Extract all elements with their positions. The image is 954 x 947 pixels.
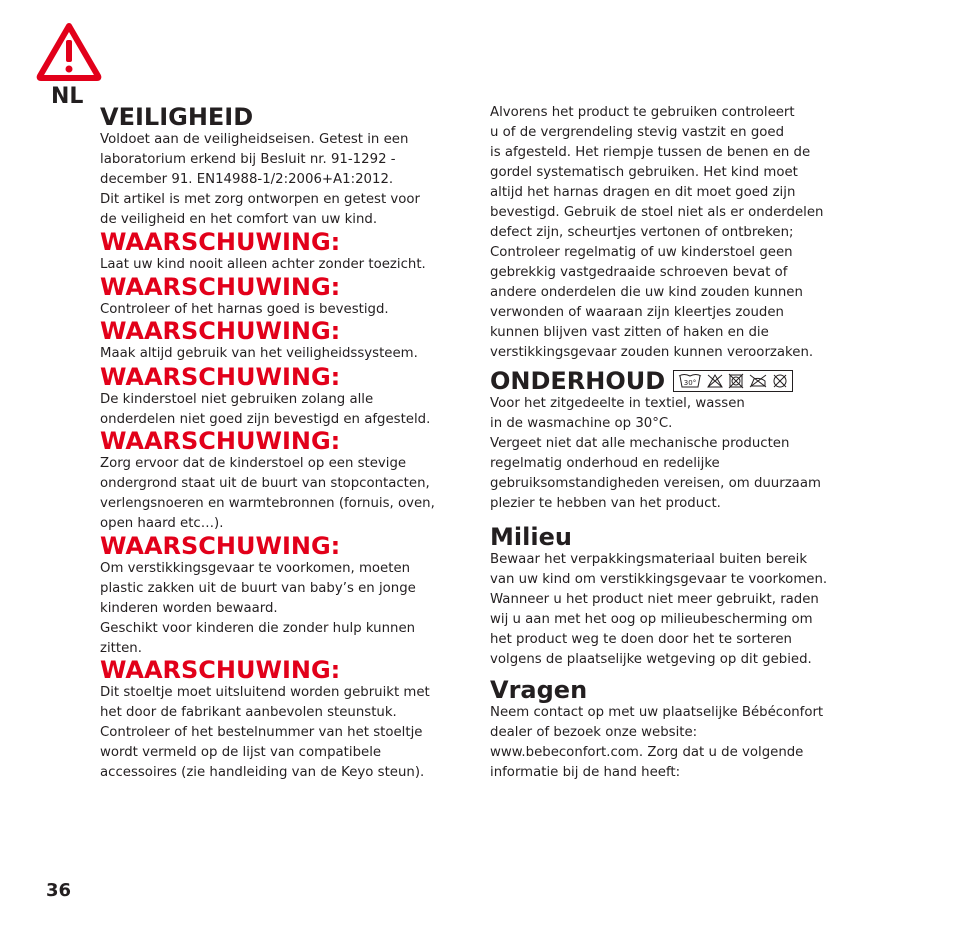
section-onderhoud bbox=[490, 368, 850, 514]
text-warning: Zorg ervoor dat de kinderstoel op een stevige ondergrond staat uit de buurt van stopcontacten, verlengsnoeren en warmtebronnen (fornuis, oven, open haard etc…). bbox=[100, 456, 435, 531]
section-warning-5 bbox=[100, 428, 460, 534]
heading-warning: WAARSCHUWING: bbox=[100, 273, 341, 301]
wash-30-icon bbox=[678, 373, 702, 389]
heading-veiligheid: VEILIGHEID bbox=[100, 103, 254, 131]
no-tumble-dry-icon bbox=[728, 373, 744, 389]
text-warning: Maak altijd gebruik van het veiligheidssysteem. bbox=[100, 346, 418, 361]
heading-warning: WAARSCHUWING: bbox=[100, 317, 341, 345]
heading-vragen: Vragen bbox=[490, 676, 588, 704]
heading-warning: WAARSCHUWING: bbox=[100, 363, 341, 391]
heading-warning: WAARSCHUWING: bbox=[100, 228, 341, 256]
section-warning-3 bbox=[100, 318, 460, 364]
section-warning-4 bbox=[100, 364, 460, 430]
heading-warning: WAARSCHUWING: bbox=[100, 656, 341, 684]
text-veiligheid: Voldoet aan de veiligheidseisen. Getest in een laboratorium erkend bij Besluit nr. 91-1292 - december 91. EN14988-1/2:2006+A1:2012. Dit artikel is met zorg ontworpen en getest voor de veiligheid en het comfort van uw kind. bbox=[100, 132, 421, 227]
care-symbols bbox=[673, 370, 793, 392]
section-milieu bbox=[490, 524, 850, 670]
heading-warning: WAARSCHUWING: bbox=[100, 427, 341, 455]
section-warning-7 bbox=[100, 657, 460, 783]
text-onderhoud: Voor het zitgedeelte in textiel, wassen in de wasmachine op 30°C. Vergeet niet dat alle mechanische producten regelmatig onderhoud en redelijke gebruiksomstandigheden vereisen, om duurzaam plezier te hebben van het product. bbox=[490, 396, 821, 511]
onderhoud-heading-row bbox=[490, 368, 850, 394]
section-vragen bbox=[490, 677, 850, 783]
text-warning: De kinderstoel niet gebruiken zolang alle onderdelen niet goed zijn bevestigd en afgesteld. bbox=[100, 392, 431, 427]
wash-temp: 30° bbox=[683, 379, 697, 387]
heading-onderhoud: ONDERHOUD bbox=[490, 367, 666, 395]
section-warning-1 bbox=[100, 229, 460, 275]
language-badge: NL bbox=[51, 84, 84, 109]
warning-triangle-icon bbox=[36, 22, 102, 82]
section-intro bbox=[490, 103, 850, 363]
no-dry-clean-icon bbox=[772, 373, 788, 389]
no-bleach-icon bbox=[706, 373, 724, 389]
heading-warning: WAARSCHUWING: bbox=[100, 532, 341, 560]
text-warning: Laat uw kind nooit alleen achter zonder toezicht. bbox=[100, 257, 426, 272]
text-vragen: Neem contact op met uw plaatselijke Bébéconfort dealer of bezoek onze website: www.bebeconfort.com. Zorg dat u de volgende informatie bij de hand heeft: bbox=[490, 705, 824, 780]
section-veiligheid bbox=[100, 104, 460, 230]
text-milieu: Bewaar het verpakkingsmateriaal buiten bereik van uw kind om verstikkingsgevaar te voorkomen. Wanneer u het product niet meer gebruikt, raden wij u aan met het oog op milieubescherming om het product weg te doen door het te sorteren volgens de plaatselijke wetgeving op dit gebied. bbox=[490, 552, 828, 667]
section-warning-2 bbox=[100, 274, 460, 320]
text-warning: Controleer of het harnas goed is bevestigd. bbox=[100, 302, 389, 317]
text-intro: Alvorens het product te gebruiken controleert u of de vergrendeling stevig vastzit en goed is afgesteld. Het riempje tussen de benen en de gordel systematisch gebruiken. Het kind moet altijd het harnas dragen en dit moet goed zijn bevestigd. Gebruik de stoel niet als er onderdelen defect zijn, scheurtjes vertonen of ontbreken; Controleer regelmatig of uw kinderstoel geen gebrekkig vastgedraaide schroeven bevat of andere onderdelen die uw kind zouden kunnen verwonden of waaraan zijn kleertjes zouden kunnen blijven vast zitten of haken en die verstikkingsgevaar zouden kunnen veroorzaken. bbox=[490, 105, 824, 360]
section-warning-6 bbox=[100, 533, 460, 659]
text-warning: Om verstikkingsgevaar te voorkomen, moeten plastic zakken uit de buurt van baby’s en jonge kinderen worden bewaard. Geschikt voor kinderen die zonder hulp kunnen zitten. bbox=[100, 561, 416, 656]
no-iron-icon bbox=[748, 373, 768, 389]
page-number: 36 bbox=[46, 880, 72, 901]
text-warning: Dit stoeltje moet uitsluitend worden gebruikt met het door de fabrikant aanbevolen steunstuk. Controleer of het bestelnummer van het stoeltje wordt vermeld op de lijst van compatibele accessoires (zie handleiding van de Keyo steun). bbox=[100, 685, 430, 780]
heading-milieu: Milieu bbox=[490, 523, 572, 551]
